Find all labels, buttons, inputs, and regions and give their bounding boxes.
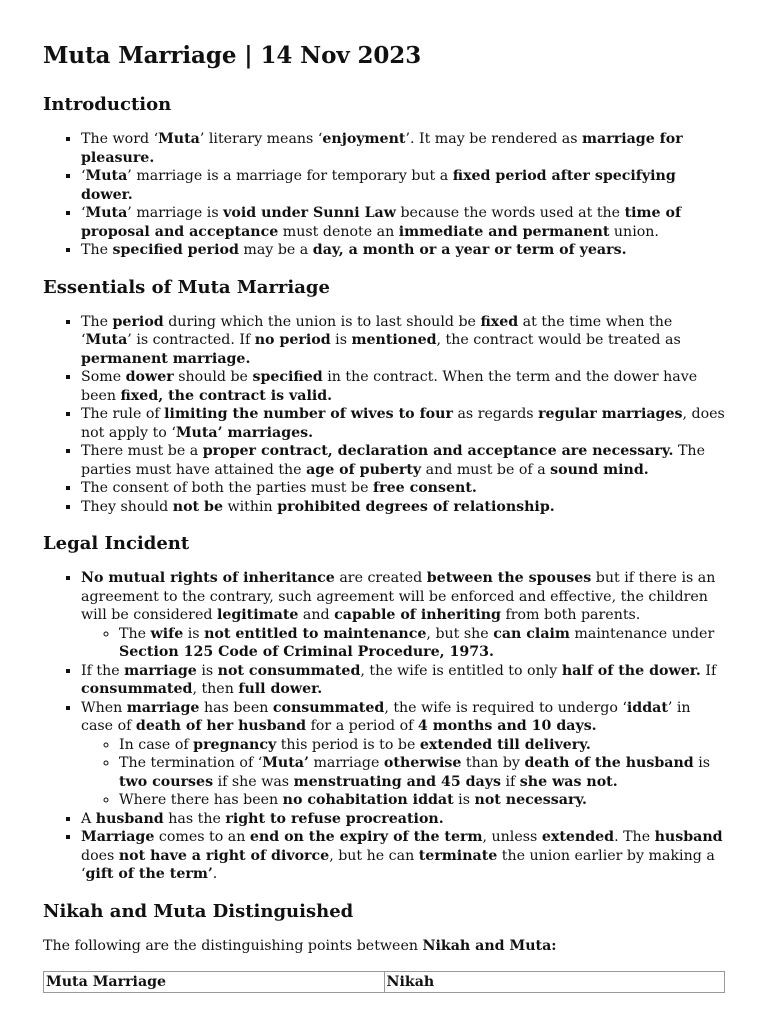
section-heading-nikah-muta: Nikah and Muta Distinguished (43, 900, 354, 922)
bold-text: day, a month or a year or term of years. (312, 242, 627, 258)
bold-text: marriage (124, 662, 197, 679)
bold-text: gift of the term’ (85, 866, 213, 882)
bold-text: Muta’ marriages. (175, 424, 314, 441)
bold-text: regular marriages (538, 406, 683, 422)
bold-text: between the spouses (426, 570, 592, 586)
list-item: ▪ The period during which the union is to last should be fixed at the time when the ‘Muta’ is contracted. If no period is mentioned, the contract would be treated as permanent marriage. (81, 313, 725, 369)
sub-list (81, 736, 725, 810)
sub-list-item: ◦ The wife is not entitled to maintenance, but she can claim maintenance under Section 125 Code of Criminal Procedure, 1973. (119, 625, 725, 662)
bold-text: not have a right of divorce (118, 847, 330, 864)
bold-text: half of the dower. (561, 662, 701, 679)
bold-text: legitimate (216, 607, 299, 623)
table-header-row (44, 971, 725, 992)
page-title: Muta Marriage | 14 Nov 2023 (43, 42, 422, 69)
bold-text: menstruating and 45 days (293, 773, 501, 790)
list-item: ▪ The consent of both the parties must be free consent. (81, 479, 725, 498)
bold-text: fixed (480, 313, 519, 330)
bold-text: capable of inheriting (334, 607, 501, 623)
column-header-nikah: Nikah (384, 971, 725, 992)
bold-text: sound mind. (550, 461, 649, 478)
bold-text: can claim (493, 625, 570, 642)
sub-list-item: ◦ Where there has been no cohabitation iddat is not necessary. (119, 791, 725, 810)
list-item: ▪ The word ‘Muta’ literary means ‘enjoyment’. It may be rendered as marriage for pleasure. (81, 130, 725, 167)
bold-text: Muta (158, 131, 200, 147)
bold-text: death of the husband (524, 755, 694, 771)
bold-text: end on the expiry of the term (249, 829, 483, 845)
bold-text: death of her husband (135, 718, 307, 734)
bold-text: no period (254, 332, 331, 348)
bold-text: terminate (418, 847, 498, 864)
bold-text: not necessary. (474, 792, 587, 808)
list-item: ▪ ‘Muta’ marriage is void under Sunni Law because the words used at the time of proposal and acceptance must denote an immediate and permanent union. (81, 204, 725, 241)
comparison-table (43, 971, 725, 993)
bold-text: enjoyment (322, 131, 406, 147)
bold-text: Section 125 Code of Criminal Procedure, 1973. (119, 644, 494, 660)
bold-text: specified period (112, 242, 239, 258)
bold-text: marriage (126, 699, 200, 716)
bold-text: No mutual rights of inheritance (81, 570, 335, 586)
bold-text: wife (150, 625, 184, 642)
bold-text: husband (654, 829, 723, 845)
bold-text: void under Sunni Law (223, 205, 396, 221)
essentials-list (43, 313, 725, 517)
bold-text: iddat (626, 699, 668, 716)
list-item: ▪ No mutual rights of inheritance are created between the spouses but if there is an agreement to the contrary, such agreement will be enforced and effective, the children will be considered legitimate and capable of inheriting from both parents. ◦ The wife is not entitled to maintenance, but she can claim maintenance under Section 125 Code of Criminal Procedure, 1973. (81, 569, 725, 662)
bold-text: Marriage (81, 829, 155, 845)
list-item: ▪ The rule of limiting the number of wives to four as regards regular marriages, does not apply to ‘Muta’ marriages. (81, 405, 725, 442)
bold-text: period (112, 313, 164, 330)
bold-text: extended till delivery. (419, 736, 591, 753)
bold-text: no cohabitation iddat (282, 792, 454, 808)
legal-incident-list (43, 569, 725, 884)
bold-text: fixed period after specifying dower. (81, 168, 676, 203)
bold-text: pregnancy (193, 736, 277, 753)
bold-text: not consummated (217, 662, 361, 679)
bold-text: consummated (272, 699, 385, 716)
bold-text: Nikah and Muta: (422, 937, 557, 954)
sub-list-item: ◦ The termination of ‘Muta’ marriage otherwise than by death of the husband is two courses if she was menstruating and 45 days if she was not. (119, 754, 725, 791)
bold-text: specified (252, 369, 323, 385)
bold-text: prohibited degrees of relationship. (277, 498, 555, 515)
bold-text: free consent. (373, 480, 477, 496)
comparison-intro: The following are the distinguishing points between Nikah and Muta: (43, 937, 557, 954)
bold-text: Muta’ (262, 755, 309, 771)
bold-text: full dower. (238, 681, 323, 697)
sub-list-item: ◦ In case of pregnancy this period is to be extended till delivery. (119, 736, 725, 755)
bold-text: marriage for pleasure. (81, 131, 683, 166)
column-header-muta: Muta Marriage (44, 971, 385, 992)
bold-text: not entitled to maintenance (204, 625, 427, 642)
bold-text: otherwise (383, 755, 462, 771)
section-heading-introduction: Introduction (43, 94, 172, 115)
bold-text: limiting the number of wives to four (164, 406, 453, 422)
bold-text: time of proposal and acceptance (81, 205, 682, 240)
bold-text: right to refuse procreation. (225, 810, 444, 827)
bold-text: immediate and permanent (398, 223, 610, 240)
bold-text: two courses (119, 773, 214, 790)
list-item: ▪ There must be a proper contract, declaration and acceptance are necessary. The parties must have attained the age of puberty and must be of a sound mind. (81, 442, 725, 479)
bold-text: Muta (85, 168, 128, 184)
bold-text: age of puberty (306, 461, 422, 478)
bold-text: proper contract, declaration and acceptance are necessary. (202, 443, 674, 459)
list-item: ▪ The specified period may be a day, a month or a year or term of years. (81, 241, 725, 260)
list-item: ▪ ‘Muta’ marriage is a marriage for temporary but a fixed period after specifying dower. (81, 167, 725, 204)
list-item: ▪ When marriage has been consummated, the wife is required to undergo ‘iddat’ in case of death of her husband for a period of 4 months and 10 days. ◦ In case of pregnancy this period is to be extended till delivery. ◦ The termination of ‘Muta’ marriage otherwise than by death of the husband is two courses if she was menstruating and 45 days if she was not. ◦ Where there has been no cohabitation iddat is not necessary. (81, 699, 725, 810)
section-heading-essentials: Essentials of Muta Marriage (43, 276, 330, 298)
bold-text: not be (172, 498, 223, 515)
bold-text: she was not. (519, 773, 618, 790)
bold-text: Muta (85, 332, 128, 348)
bold-text: mentioned (351, 332, 437, 348)
list-item: ▪ Some dower should be specified in the contract. When the term and the dower have been fixed, the contract is valid. (81, 368, 725, 405)
bold-text: dower (125, 369, 174, 385)
bold-text: consummated (81, 681, 193, 697)
bold-text: permanent marriage. (81, 350, 251, 367)
list-item: ▪ They should not be within prohibited degrees of relationship. (81, 498, 725, 517)
bold-text: husband (95, 810, 164, 827)
introduction-list (43, 130, 725, 260)
bold-text: fixed, the contract is valid. (120, 387, 333, 404)
bold-text: 4 months and 10 days. (417, 718, 597, 734)
bold-text: Muta (85, 205, 128, 221)
bold-text: extended (541, 829, 615, 845)
list-item: ▪ Marriage comes to an end on the expiry of the term, unless extended. The husband does not have a right of divorce, but he can terminate the union earlier by making a ‘gift of the term’. (81, 828, 725, 884)
list-item: ▪ A husband has the right to refuse procreation. (81, 810, 725, 829)
list-item: ▪ If the marriage is not consummated, the wife is entitled to only half of the dower. If consummated, then full dower. (81, 662, 725, 699)
section-heading-legal-incident: Legal Incident (43, 533, 190, 554)
sub-list (81, 625, 725, 662)
